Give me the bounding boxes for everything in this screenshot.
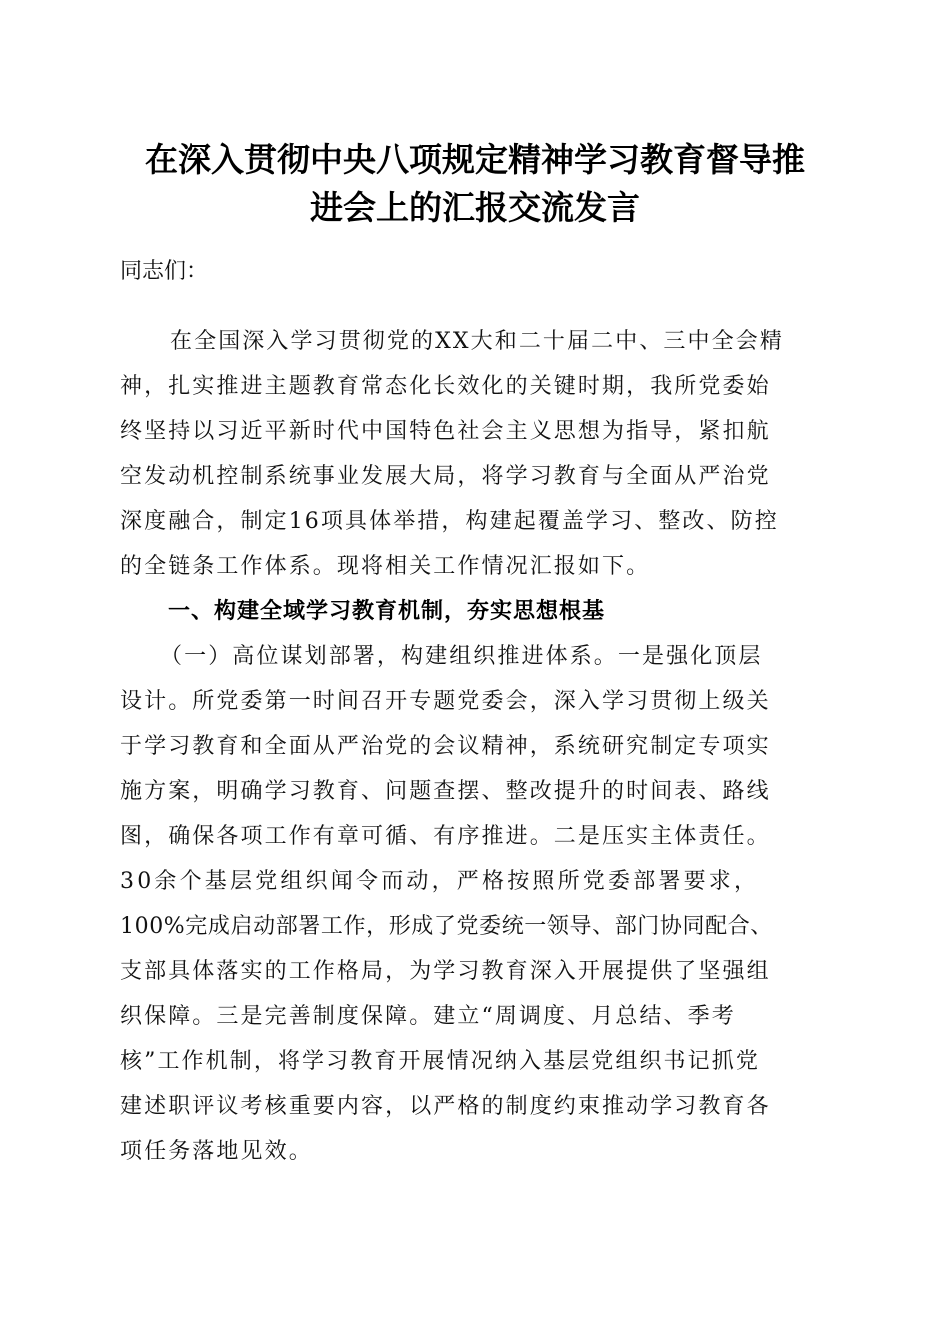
intro-line-2: 神，扎实推进主题教育常态化长效化的关键时期，我所党委始 bbox=[120, 374, 771, 399]
salutation: 同志们： bbox=[120, 259, 209, 284]
intro-line-6: 的全链条工作体系。现将相关工作情况汇报如下。 bbox=[120, 554, 651, 579]
section-1-line-10: 核”工作机制，将学习教育开展情况纳入基层党组织书记抓党 bbox=[120, 1049, 760, 1074]
intro-line-4: 空发动机控制系统事业发展大局，将学习教育与全面从严治党 bbox=[120, 464, 771, 489]
section-1-line-8: 支部具体落实的工作格局，为学习教育深入开展提供了坚强组 bbox=[120, 959, 771, 984]
section-1-line-7: 100%完成启动部署工作，形成了党委统一领导、部门协同配合、 bbox=[120, 914, 773, 939]
section-1-line-11: 建述职评议考核重要内容，以严格的制度约束推动学习教育各 bbox=[120, 1094, 771, 1119]
intro-line-1: 在全国深入学习贯彻党的XX大和二十届二中、三中全会精 bbox=[170, 329, 784, 354]
document-title-line-2: 进会上的汇报交流发言 bbox=[310, 188, 640, 227]
section-1-line-2: 设计。所党委第一时间召开专题党委会，深入学习贯彻上级关 bbox=[120, 689, 771, 714]
section-1-line-9: 织保障。三是完善制度保障。建立“周调度、月总结、季考 bbox=[120, 1004, 736, 1029]
section-1-line-4: 施方案，明确学习教育、问题查摆、整改提升的时间表、路线 bbox=[120, 779, 771, 804]
intro-line-5: 深度融合，制定16项具体举措，构建起覆盖学习、整改、防控 bbox=[120, 509, 779, 534]
intro-line-3: 终坚持以习近平新时代中国特色社会主义思想为指导，紧扣航 bbox=[120, 419, 771, 444]
section-1-heading: 一、构建全域学习教育机制，夯实思想根基 bbox=[168, 599, 606, 624]
section-1-line-6: 30余个基层党组织闻令而动，严格按照所党委部署要求， bbox=[120, 869, 760, 894]
document-title-line-1: 在深入贯彻中央八项规定精神学习教育督导推 bbox=[145, 140, 805, 179]
section-1-line-12: 项任务落地见效。 bbox=[120, 1139, 313, 1164]
section-1-line-3: 于学习教育和全面从严治党的会议精神，系统研究制定专项实 bbox=[120, 734, 771, 759]
section-1-line-1: （一）高位谋划部署，构建组织推进体系。一是强化顶层 bbox=[160, 644, 763, 669]
section-1-line-5: 图，确保各项工作有章可循、有序推进。二是压实主体责任。 bbox=[120, 824, 771, 849]
